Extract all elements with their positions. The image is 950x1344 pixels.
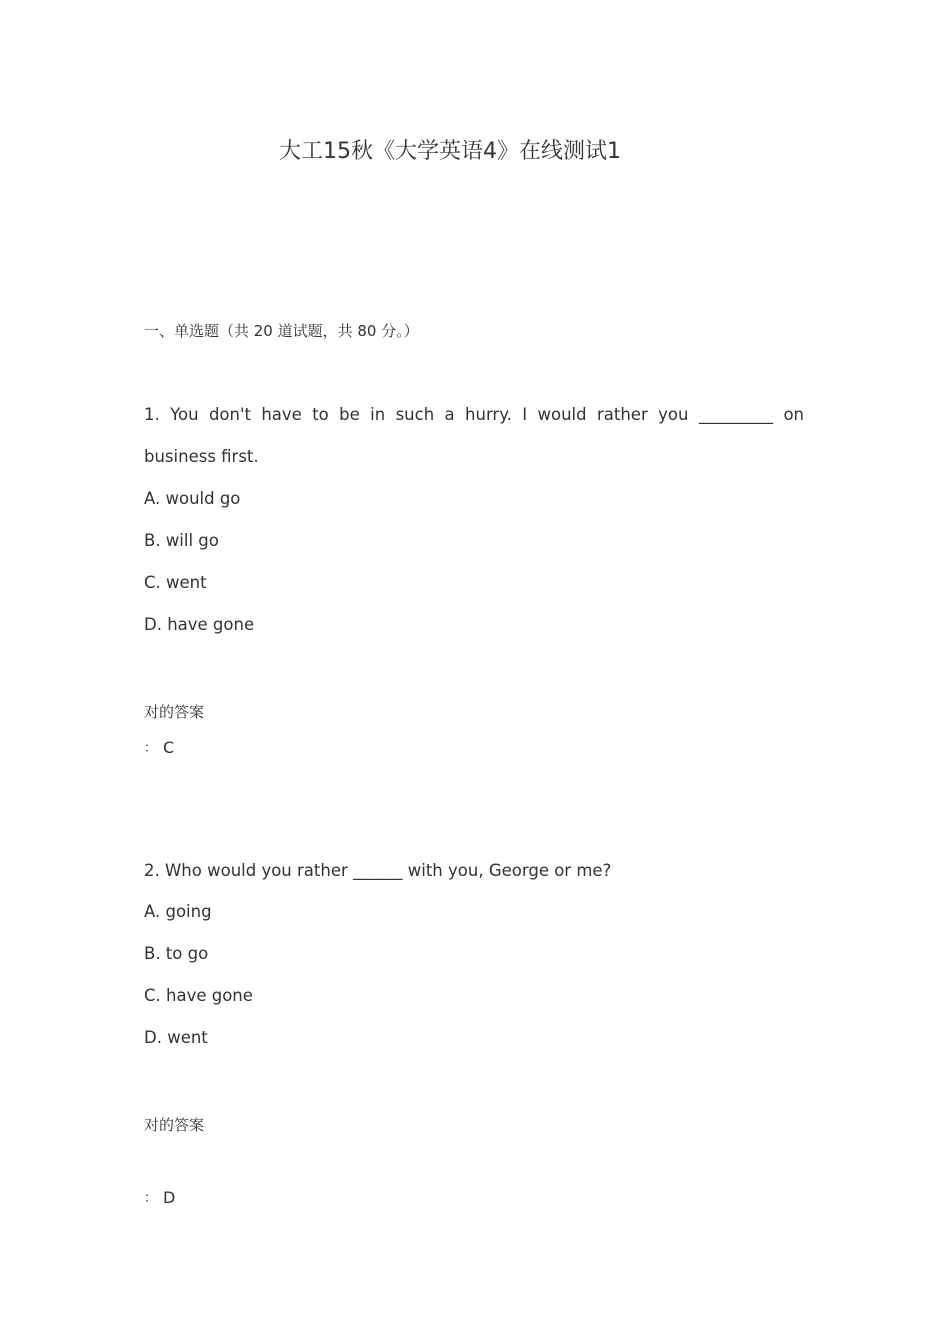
answer-colon: ： — [144, 741, 158, 756]
answer-colon: ： — [144, 1191, 158, 1206]
question-2-option-a: A. going — [144, 902, 212, 921]
question-2-text: 2. Who would you rather ______ with you, George or me? — [144, 861, 612, 880]
document-title: 大工15秋《大学英语4》在线测试1 — [279, 139, 621, 164]
question-2-option-d: D. went — [144, 1028, 208, 1047]
question-2-answer — [144, 1187, 175, 1207]
question-1-option-a: A. would go — [144, 489, 241, 508]
question-1-option-d: D. have gone — [144, 615, 255, 634]
question-2-option-c: C. have gone — [144, 986, 253, 1005]
answer-value: D — [163, 1188, 176, 1207]
section-heading: 一、单选题（共 20 道试题，共 80 分。） — [144, 322, 419, 340]
question-2-answer-label: 对的答案 — [144, 1116, 205, 1134]
question-2-option-b: B. to go — [144, 944, 209, 963]
answer-value: C — [163, 738, 175, 757]
question-1-option-c: C. went — [144, 573, 207, 592]
question-1-answer — [144, 737, 174, 757]
question-1-text: 1. You don't have to be in such a hurry. I would rather you _________ on business first. — [144, 405, 804, 466]
question-1-option-b: B. will go — [144, 531, 219, 550]
question-1-answer-label: 对的答案 — [144, 703, 205, 721]
